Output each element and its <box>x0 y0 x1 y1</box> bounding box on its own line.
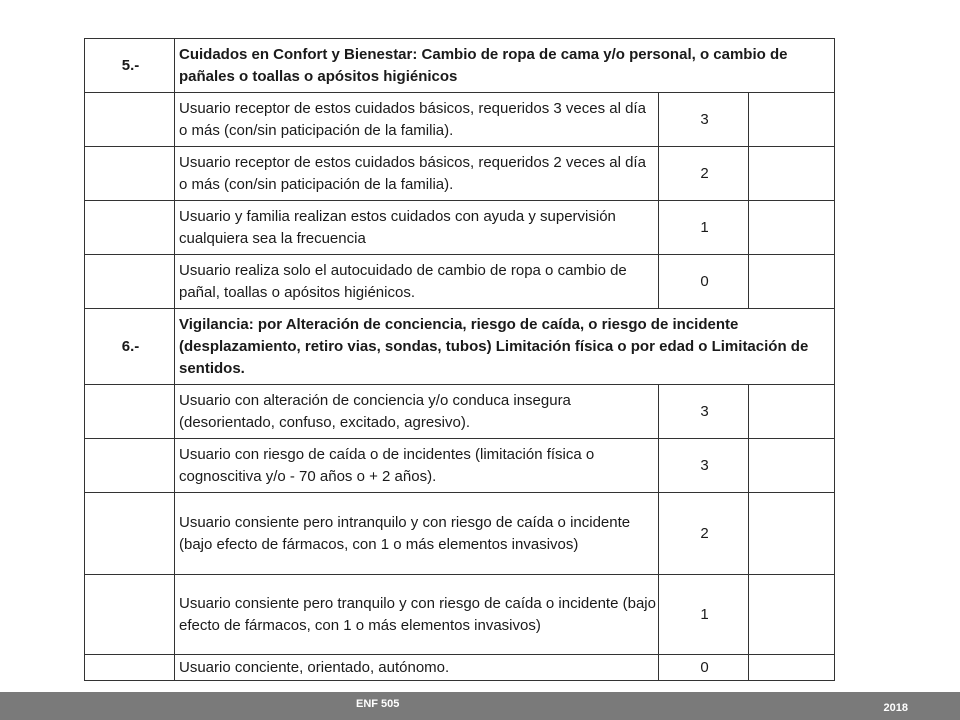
item-description: Usuario consiente pero intranquilo y con riesgo de caída o incidente (bajo efecto de fármacos, con 1 o más elementos invasivos) <box>175 493 659 575</box>
empty-cell <box>85 201 175 255</box>
item-score: 1 <box>659 201 749 255</box>
table-row <box>85 201 835 255</box>
footer-bar <box>0 692 960 720</box>
item-score: 2 <box>659 493 749 575</box>
item-score: 0 <box>659 655 749 681</box>
item-description: Usuario conciente, orientado, autónomo. <box>175 655 659 681</box>
table-row <box>85 93 835 147</box>
item-score: 3 <box>659 439 749 493</box>
score-entry-cell[interactable] <box>749 385 835 439</box>
item-description: Usuario consiente pero tranquilo y con riesgo de caída o incidente (bajo efecto de fármacos, con 1 o más elementos invasivos) <box>175 575 659 655</box>
score-entry-cell[interactable] <box>749 147 835 201</box>
score-entry-cell[interactable] <box>749 439 835 493</box>
empty-cell <box>85 439 175 493</box>
item-description: Usuario receptor de estos cuidados básicos, requeridos 2 veces al día o más (con/sin paticipación de la familia). <box>175 147 659 201</box>
empty-cell <box>85 93 175 147</box>
score-entry-cell[interactable] <box>749 201 835 255</box>
section-header-row <box>85 39 835 93</box>
scoring-table <box>84 38 835 681</box>
section-title: Cuidados en Confort y Bienestar: Cambio de ropa de cama y/o personal, o cambio de pañales o toallas o apósitos higiénicos <box>175 39 835 93</box>
item-score: 1 <box>659 575 749 655</box>
section-number: 5.- <box>85 39 175 93</box>
score-entry-cell[interactable] <box>749 255 835 309</box>
empty-cell <box>85 255 175 309</box>
item-score: 3 <box>659 93 749 147</box>
table-row <box>85 385 835 439</box>
empty-cell <box>85 655 175 681</box>
score-entry-cell[interactable] <box>749 655 835 681</box>
table-row <box>85 439 835 493</box>
table-row <box>85 655 835 681</box>
item-description: Usuario realiza solo el autocuidado de cambio de ropa o cambio de pañal, toallas o apósitos higiénicos. <box>175 255 659 309</box>
empty-cell <box>85 493 175 575</box>
footer-course-code: ENF 505 <box>356 698 400 710</box>
item-score: 0 <box>659 255 749 309</box>
item-description: Usuario con riesgo de caída o de incidentes (limitación física o cognoscitiva y/o - 70 años o + 2 años). <box>175 439 659 493</box>
empty-cell <box>85 385 175 439</box>
item-description: Usuario y familia realizan estos cuidados con ayuda y supervisión cualquiera sea la frecuencia <box>175 201 659 255</box>
empty-cell <box>85 575 175 655</box>
empty-cell <box>85 147 175 201</box>
score-entry-cell[interactable] <box>749 575 835 655</box>
item-score: 2 <box>659 147 749 201</box>
score-entry-cell[interactable] <box>749 493 835 575</box>
score-entry-cell[interactable] <box>749 93 835 147</box>
section-title: Vigilancia: por Alteración de conciencia, riesgo de caída, o riesgo de incidente (desplazamiento, retiro vias, sondas, tubos) Limitación física o por edad o Limitación de sentidos. <box>175 309 835 385</box>
footer-year: 2018 <box>883 702 908 714</box>
item-description: Usuario receptor de estos cuidados básicos, requeridos 3 veces al día o más (con/sin paticipación de la familia). <box>175 93 659 147</box>
table-row <box>85 493 835 575</box>
table-row <box>85 147 835 201</box>
table-row <box>85 255 835 309</box>
table-row <box>85 575 835 655</box>
item-description: Usuario con alteración de conciencia y/o conduca insegura (desorientado, confuso, excitado, agresivo). <box>175 385 659 439</box>
item-score: 3 <box>659 385 749 439</box>
section-number: 6.- <box>85 309 175 385</box>
section-header-row <box>85 309 835 385</box>
